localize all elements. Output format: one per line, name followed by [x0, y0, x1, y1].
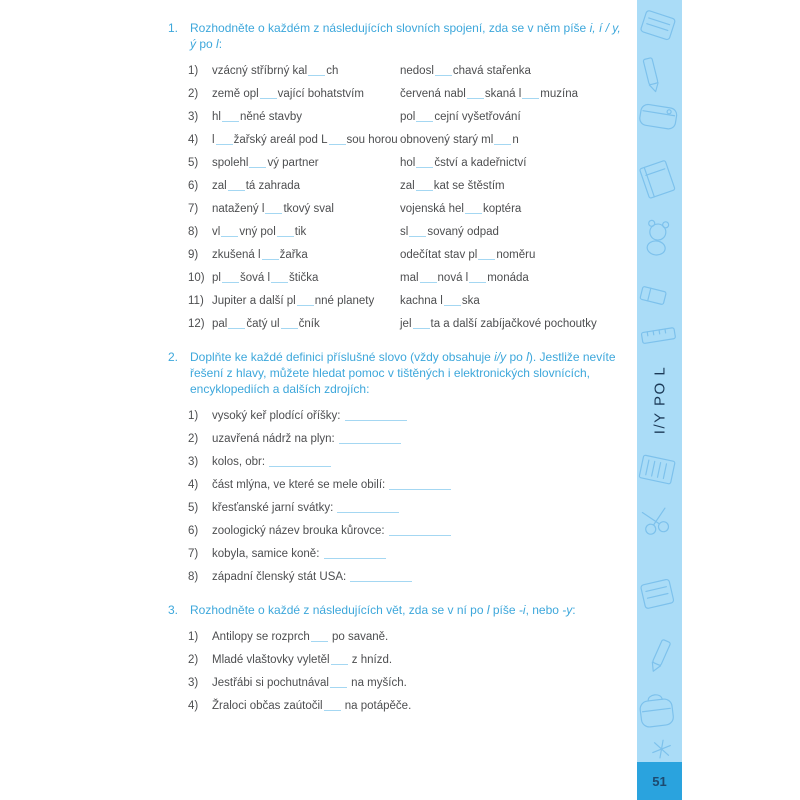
- item-text: křesťanské jarní svátky:: [212, 497, 626, 520]
- exercise-heading: [168, 602, 626, 618]
- blank-line[interactable]: [345, 417, 407, 421]
- blank-line[interactable]: [409, 233, 426, 237]
- exercise-item: [188, 695, 626, 718]
- exercise-item: [188, 106, 626, 129]
- exercise-item: [188, 290, 626, 313]
- blank-line[interactable]: [478, 256, 495, 260]
- item-number: 7): [188, 203, 199, 215]
- item-text: mal nová l monáda: [400, 272, 529, 284]
- exercise-item: [188, 428, 626, 451]
- item-number: 12): [188, 318, 205, 330]
- item-number: 6): [188, 180, 199, 192]
- item-number: 6): [188, 525, 199, 537]
- item-text: hl něné stavby: [212, 111, 302, 123]
- page-number-box: [637, 762, 682, 800]
- item-text: zoologický název brouka kůrovce:: [212, 520, 626, 543]
- exercise-item: [188, 566, 626, 589]
- blank-line[interactable]: [249, 164, 266, 168]
- item-text: spolehl vý partner: [212, 157, 319, 169]
- blank-line[interactable]: [222, 279, 239, 283]
- item-text: pl šová l štička: [212, 272, 319, 284]
- item-number: 5): [188, 157, 199, 169]
- item-text: kobyla, samice koně:: [212, 543, 626, 566]
- item-text: kolos, obr:: [212, 451, 626, 474]
- blank-line[interactable]: [308, 72, 325, 76]
- item-text: vysoký keř plodící oříšky:: [212, 405, 626, 428]
- blank-line[interactable]: [389, 486, 451, 490]
- exercise-item: [188, 626, 626, 649]
- item-number: 3): [188, 111, 199, 123]
- blank-line[interactable]: [413, 325, 430, 329]
- exercise-instruction: Rozhodněte o každé z následujících vět, zda se v ní po l píše -i, nebo -y:: [190, 603, 576, 617]
- blank-line[interactable]: [311, 638, 328, 642]
- chapter-sidebar-strip: [637, 0, 682, 800]
- blank-line[interactable]: [222, 118, 239, 122]
- item-number: 4): [188, 700, 199, 712]
- blank-line[interactable]: [465, 210, 482, 214]
- exercise-item: [188, 198, 626, 221]
- blank-line[interactable]: [324, 707, 341, 711]
- exercise-item: [188, 649, 626, 672]
- item-text: Jestřábi si pochutnával na myších.: [212, 677, 407, 689]
- exercise-items: [188, 626, 626, 718]
- exercise-item: [188, 152, 626, 175]
- blank-line[interactable]: [331, 661, 348, 665]
- item-number: 2): [188, 654, 199, 666]
- blank-line[interactable]: [277, 233, 294, 237]
- exercise-item: [188, 129, 626, 152]
- blank-line[interactable]: [337, 509, 399, 513]
- item-text: země opl vající bohatstvím: [212, 88, 364, 100]
- item-text: sl sovaný odpad: [400, 226, 499, 238]
- blank-line[interactable]: [416, 164, 433, 168]
- item-number: 5): [188, 502, 199, 514]
- item-text: jel ta a další zabíjačkové pochoutky: [400, 318, 597, 330]
- item-text: Žraloci občas zaútočil na potápěče.: [212, 700, 412, 712]
- item-text: odečítat stav pl noměru: [400, 249, 536, 261]
- item-text: část mlýna, ve které se mele obilí:: [212, 474, 626, 497]
- item-number: 1): [188, 65, 199, 77]
- item-number: 4): [188, 479, 199, 491]
- blank-line[interactable]: [221, 233, 238, 237]
- exercise-section: [168, 349, 626, 589]
- exercise-heading: [168, 20, 626, 52]
- item-number: 1): [188, 631, 199, 643]
- exercise-item: [188, 313, 626, 336]
- blank-line[interactable]: [262, 256, 279, 260]
- item-number: 8): [188, 226, 199, 238]
- exercise-item: [188, 451, 626, 474]
- item-text: západní členský stát USA:: [212, 566, 626, 589]
- exercise-item: [188, 672, 626, 695]
- item-text: vojenská hel koptéra: [400, 203, 522, 215]
- blank-line[interactable]: [522, 95, 539, 99]
- blank-line[interactable]: [494, 141, 511, 145]
- exercise-item: [188, 543, 626, 566]
- blank-line[interactable]: [271, 279, 288, 283]
- exercise-instruction: Rozhodněte o každém z následujících slovních spojení, zda se v něm píše i, í / y, ý po l:: [190, 21, 621, 51]
- exercise-instruction: Doplňte ke každé definici příslušné slovo (vždy obsahuje i/y po l). Jestliže nevíte řešení z hlavy, můžete hledat pomoc v tištěných i elektronických slovnících, encyklopediích a dalších zdrojích:: [190, 350, 616, 396]
- blank-line[interactable]: [297, 302, 314, 306]
- blank-line[interactable]: [269, 463, 331, 467]
- blank-line[interactable]: [216, 141, 233, 145]
- blank-line[interactable]: [228, 187, 245, 191]
- item-text: Mladé vlaštovky vyletěl z hnízd.: [212, 654, 393, 666]
- exercise-section: [168, 602, 626, 718]
- exercise-number: 3.: [168, 603, 179, 617]
- item-text: uzavřená nádrž na plyn:: [212, 428, 626, 451]
- exercise-item: [188, 497, 626, 520]
- item-number: 8): [188, 571, 199, 583]
- blank-line[interactable]: [467, 95, 484, 99]
- blank-line[interactable]: [281, 325, 298, 329]
- blank-line[interactable]: [330, 684, 347, 688]
- item-number: 2): [188, 88, 199, 100]
- item-number: 1): [188, 410, 199, 422]
- item-text: vl vný pol tik: [212, 226, 307, 238]
- item-number: 11): [188, 295, 204, 307]
- exercise-number: 1.: [168, 21, 179, 35]
- item-text: nedosl chavá stařenka: [400, 65, 531, 77]
- exercise-item: [188, 221, 626, 244]
- item-text: zkušená l žařka: [212, 249, 308, 261]
- item-text: pal čatý ul čník: [212, 318, 320, 330]
- item-text: zal tá zahrada: [212, 180, 301, 192]
- item-text: obnovený starý ml n: [400, 134, 519, 146]
- exercise-item: [188, 474, 626, 497]
- blank-line[interactable]: [339, 440, 401, 444]
- item-number: 9): [188, 249, 199, 261]
- blank-line[interactable]: [420, 279, 437, 283]
- item-text: červená nabl skaná l muzína: [400, 88, 579, 100]
- item-text: pol cejní vyšetřování: [400, 111, 521, 123]
- exercise-items: [188, 60, 626, 336]
- item-number: 4): [188, 134, 199, 146]
- exercise-number: 2.: [168, 350, 179, 364]
- item-text: Jupiter a další pl nné planety: [212, 295, 375, 307]
- exercise-item: [188, 520, 626, 543]
- item-text: natažený l tkový sval: [212, 203, 334, 215]
- exercise-items: [188, 405, 626, 589]
- blank-line[interactable]: [329, 141, 346, 145]
- page-number: 51: [652, 773, 667, 789]
- blank-line[interactable]: [416, 118, 433, 122]
- item-number: 3): [188, 677, 199, 689]
- blank-line[interactable]: [260, 95, 277, 99]
- item-text: vzácný stříbrný kal ch: [212, 65, 339, 77]
- exercise-item: [188, 175, 626, 198]
- blank-line[interactable]: [469, 279, 486, 283]
- blank-line[interactable]: [416, 187, 433, 191]
- exercise-item: [188, 60, 626, 83]
- blank-line[interactable]: [389, 532, 451, 536]
- item-number: 10): [188, 272, 205, 284]
- exercise-section: [168, 20, 626, 336]
- blank-line[interactable]: [444, 302, 461, 306]
- item-number: 7): [188, 548, 199, 560]
- blank-line[interactable]: [324, 555, 386, 559]
- exercise-content: [168, 20, 626, 731]
- exercise-heading: [168, 349, 626, 397]
- item-number: 3): [188, 456, 199, 468]
- item-number: 2): [188, 433, 199, 445]
- blank-line[interactable]: [350, 578, 412, 582]
- item-text: kachna l ska: [400, 295, 480, 307]
- chapter-title-vertical: I/Y PO L: [651, 365, 668, 435]
- blank-line[interactable]: [435, 72, 452, 76]
- exercise-item: [188, 244, 626, 267]
- exercise-item: [188, 267, 626, 290]
- exercise-item: [188, 83, 626, 106]
- item-text: zal kat se štěstím: [400, 180, 505, 192]
- blank-line[interactable]: [228, 325, 245, 329]
- blank-line[interactable]: [265, 210, 282, 214]
- item-text: l žařský areál pod L sou horou: [212, 134, 398, 146]
- exercise-item: [188, 405, 626, 428]
- item-text: hol čství a kadeřnictví: [400, 157, 527, 169]
- item-text: Antilopy se rozprch po savaně.: [212, 631, 389, 643]
